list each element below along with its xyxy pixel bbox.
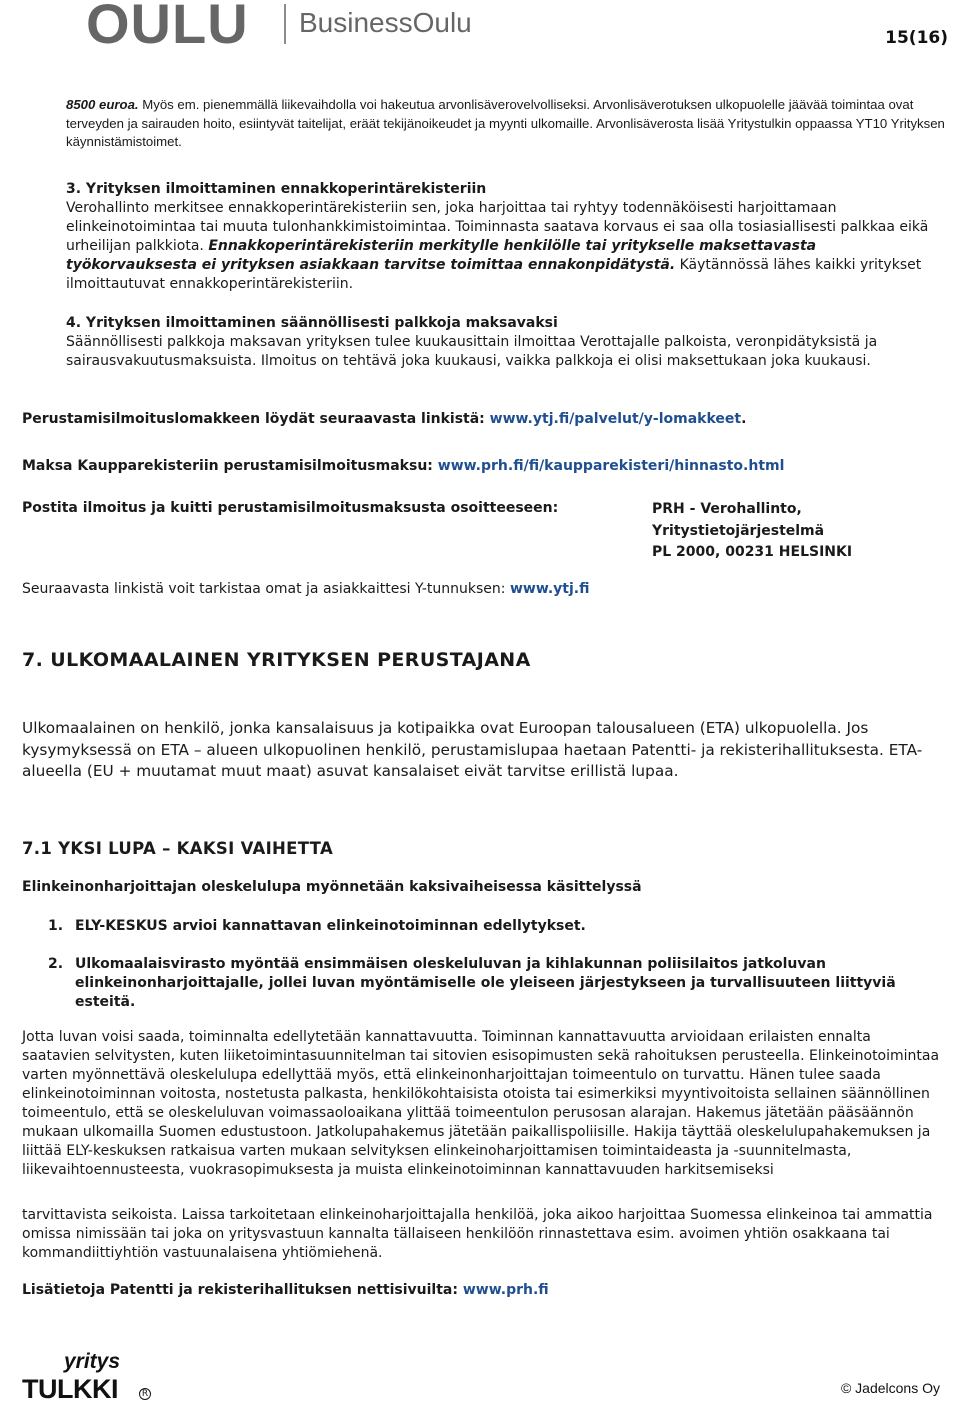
intro-paragraph bbox=[66, 96, 946, 152]
intro-text: Myös em. pienemmällä liikevaihdolla voi hakeutua arvonlisäverovelvolliseksi. Arvonlisäverotuksen ulkopuolelle jäävää toimintaa ovat terveyden ja sairauden hoito, esiintyvät taitelijat, eräät tekijänoikeudet ja myynti ulkomaille. Arvonlisäverosta lisää Yritystulkin oppaassa YT10 Yrityksen käynnistämistoimet. bbox=[66, 97, 945, 149]
ytunnus-link[interactable]: www.ytj.fi bbox=[509, 581, 590, 597]
fee-link-label: Maksa Kaupparekisteriin perustamisilmoitusmaksu: bbox=[22, 458, 438, 474]
ytunnus-link-label: Seuraavasta linkistä voit tarkistaa omat ja asiakkaittesi Y-tunnuksen: bbox=[22, 581, 510, 597]
list-item-1: ELY-KESKUS arvioi kannattavan elinkeinotoiminnan edellytykset. bbox=[75, 918, 586, 934]
section-7-text: Ulkomaalainen on henkilö, jonka kansalaisuus ja kotipaikka ovat Euroopan talousalueen (ETA) ulkopuolella. Jos kysymyksessä on ETA – alueen ulkopuolinen henkilö, perustamislupaa haetaan Patentti- ja rekisterihallituksesta. ETA-alueella (EU + muutamat muut maat) asuvat kansalaiset eivät tarvitse erillistä lupaa. bbox=[22, 719, 923, 780]
form-link-label: Perustamisilmoituslomakkeen löydät seuraavasta linkistä: bbox=[22, 411, 490, 427]
section-7-1-body-2: tarvittavista seikoista. Laissa tarkoitetaan elinkeinoharjoittajalla henkilöä, joka aikoo harjoittaa Suomessa elinkeinoa tai ammattia omissa nimissään tai joka on yritysvastuun kannalta tällaiseen henkilöön rinnastettava esim. avoimen yhtiön osakkaana tai kommandiittiyhtiön vastuunalaisena yhtiömiehenä. bbox=[22, 1207, 933, 1261]
section-7-1-title: 7.1 YKSI LUPA – KAKSI VAIHETTA bbox=[22, 839, 334, 858]
prh-link[interactable]: www.prh.fi bbox=[462, 1282, 549, 1298]
form-link-end: . bbox=[741, 411, 747, 427]
section-7-1-body: Jotta luvan voisi saada, toiminnalta edellytetään kannattavuutta. Toiminnan kannattavuutta arvioidaan erilaisten ennalta saatavien selvitysten, kuten liiketoimintasuunnitelman tai sitovien esisopimusten sekä rahoituksen perusteella. Elinkeinotoimintaa varten myönnettävä oleskelulupa edellyttää myös, että elinkeinonharjoittajan toimeentulo on turvattu. Hänen tulee saada elinkeinotoiminnan voitosta, nostetusta palkasta, henkilökohtaisista otoista tai esimerkiksi myyntivoitoista sellainen säännöllinen toimeentulo, että se oleskeluluvan voimassaoloaikana ylittää toimeentulon perusosan alarajan. Hakemus jätetään pääsäännön mukaan ulkomailla Suomen edustustoon. Jatkolupahakemus jätetään paikallispoliisille. Hakija täyttää oleskelulupahakemuksen ja liittää ELY-keskuksen ratkaisua varten mukaan selvityksen elinkeinoharjoittamisen toimintaideasta ja -suunnitelmasta, liikevaihtoennusteesta, vuokrasopimuksesta ja muista elinkeinotoiminnan kannattavuuden harkitsemiseksi bbox=[22, 1029, 940, 1178]
section-4-text: Säännöllisesti palkkoja maksavan yrityksen tulee kuukausittain ilmoittaa Verottajalle palkoista, veronpidätyksistä ja sairausvakuutusmaksuista. Ilmoitus on tehtävä joka kuukausi, vaikka palkkoja ei olisi maksettukaan joka kuukausi. bbox=[66, 334, 878, 369]
list-item-1-number: 1. bbox=[48, 918, 64, 934]
section-3-text bbox=[66, 199, 944, 294]
logo-tulkki-text: TULKKI bbox=[22, 1374, 118, 1404]
address-line-1: PRH - Verohallinto, bbox=[652, 501, 802, 517]
address-block bbox=[652, 499, 952, 564]
section-4-title: 4. Yrityksen ilmoittaminen säännöllisesti palkkoja maksavaksi bbox=[66, 315, 558, 331]
fee-link[interactable]: www.prh.fi/fi/kaupparekisteri/hinnasto.html bbox=[437, 458, 785, 474]
yritystulkki-logo bbox=[22, 1350, 152, 1404]
section-3-text1: Verohallinto merkitsee ennakkoperintärekisteriin sen, joka harjoittaa tai ryhtyy todennäköisesti harjoittamaan elinkeinotoimintaa tai muuta tulonhankkimistoimintaa. Toiminnasta saatava korvaus ei saa olla tosiasiallisesti palkkaa eikä urheilijan palkkiota. bbox=[66, 200, 929, 254]
section-3 bbox=[66, 180, 944, 294]
oulu-logo: OULU bbox=[86, 0, 249, 55]
intro-bold-start: 8500 euroa. bbox=[66, 97, 139, 112]
address-line-3: PL 2000, 00231 HELSINKI bbox=[652, 544, 853, 560]
list-item-2: Ulkomaalaisvirasto myöntää ensimmäisen oleskeluluvan ja kihlakunnan poliisilaitos jatkoluvan elinkeinonharjoittajalle, jollei luvan myöntämiselle ole yleiseen järjestykseen ja turvallisuuteen liittyviä esteitä. bbox=[75, 956, 896, 1010]
logo-yritys-text: yritys bbox=[64, 1350, 121, 1373]
section-7-1-subtitle: Elinkeinonharjoittajan oleskelulupa myönnetään kaksivaiheisessa käsittelyssä bbox=[22, 879, 642, 895]
page-header bbox=[0, 0, 960, 70]
address-line-2: Yritystietojärjestelmä bbox=[652, 522, 825, 539]
section-3-bold-italic: Ennakkoperintärekisteriin merkitylle henkilölle tai yritykselle maksettavasta työkorvauksesta ei yrityksen asiakkaan tarvitse toimittaa ennakonpidätystä. bbox=[66, 238, 817, 273]
fee-link-line bbox=[22, 457, 942, 476]
more-info-label: Lisätietoja Patentti ja rekisterihallituksen nettisivuilta: bbox=[22, 1282, 463, 1298]
form-link[interactable]: www.ytj.fi/palvelut/y-lomakkeet bbox=[489, 411, 742, 427]
page-number: 15(16) bbox=[885, 28, 948, 48]
list-item-2-number: 2. bbox=[48, 956, 64, 972]
section-7-title: 7. ULKOMAALAINEN YRITYKSEN PERUSTAJANA bbox=[22, 649, 531, 671]
post-label: Postita ilmoitus ja kuitti perustamisilmoitusmaksusta osoitteeseen: bbox=[22, 500, 559, 516]
ytunnus-link-line bbox=[22, 580, 942, 599]
business-oulu-logo: BusinessOulu bbox=[299, 7, 472, 38]
more-info-line bbox=[22, 1281, 942, 1300]
form-link-line bbox=[22, 410, 942, 429]
registered-mark: R bbox=[139, 1388, 151, 1400]
section-4 bbox=[66, 314, 944, 371]
logo-divider bbox=[284, 4, 286, 44]
section-3-text2: Käytännössä lähes kaikki yritykset ilmoittautuvat ennakkoperintärekisteriin. bbox=[66, 257, 922, 292]
section-3-title: 3. Yrityksen ilmoittaminen ennakkoperintärekisteriin bbox=[66, 181, 487, 197]
copyright: © Jadelcons Oy bbox=[840, 1380, 940, 1396]
